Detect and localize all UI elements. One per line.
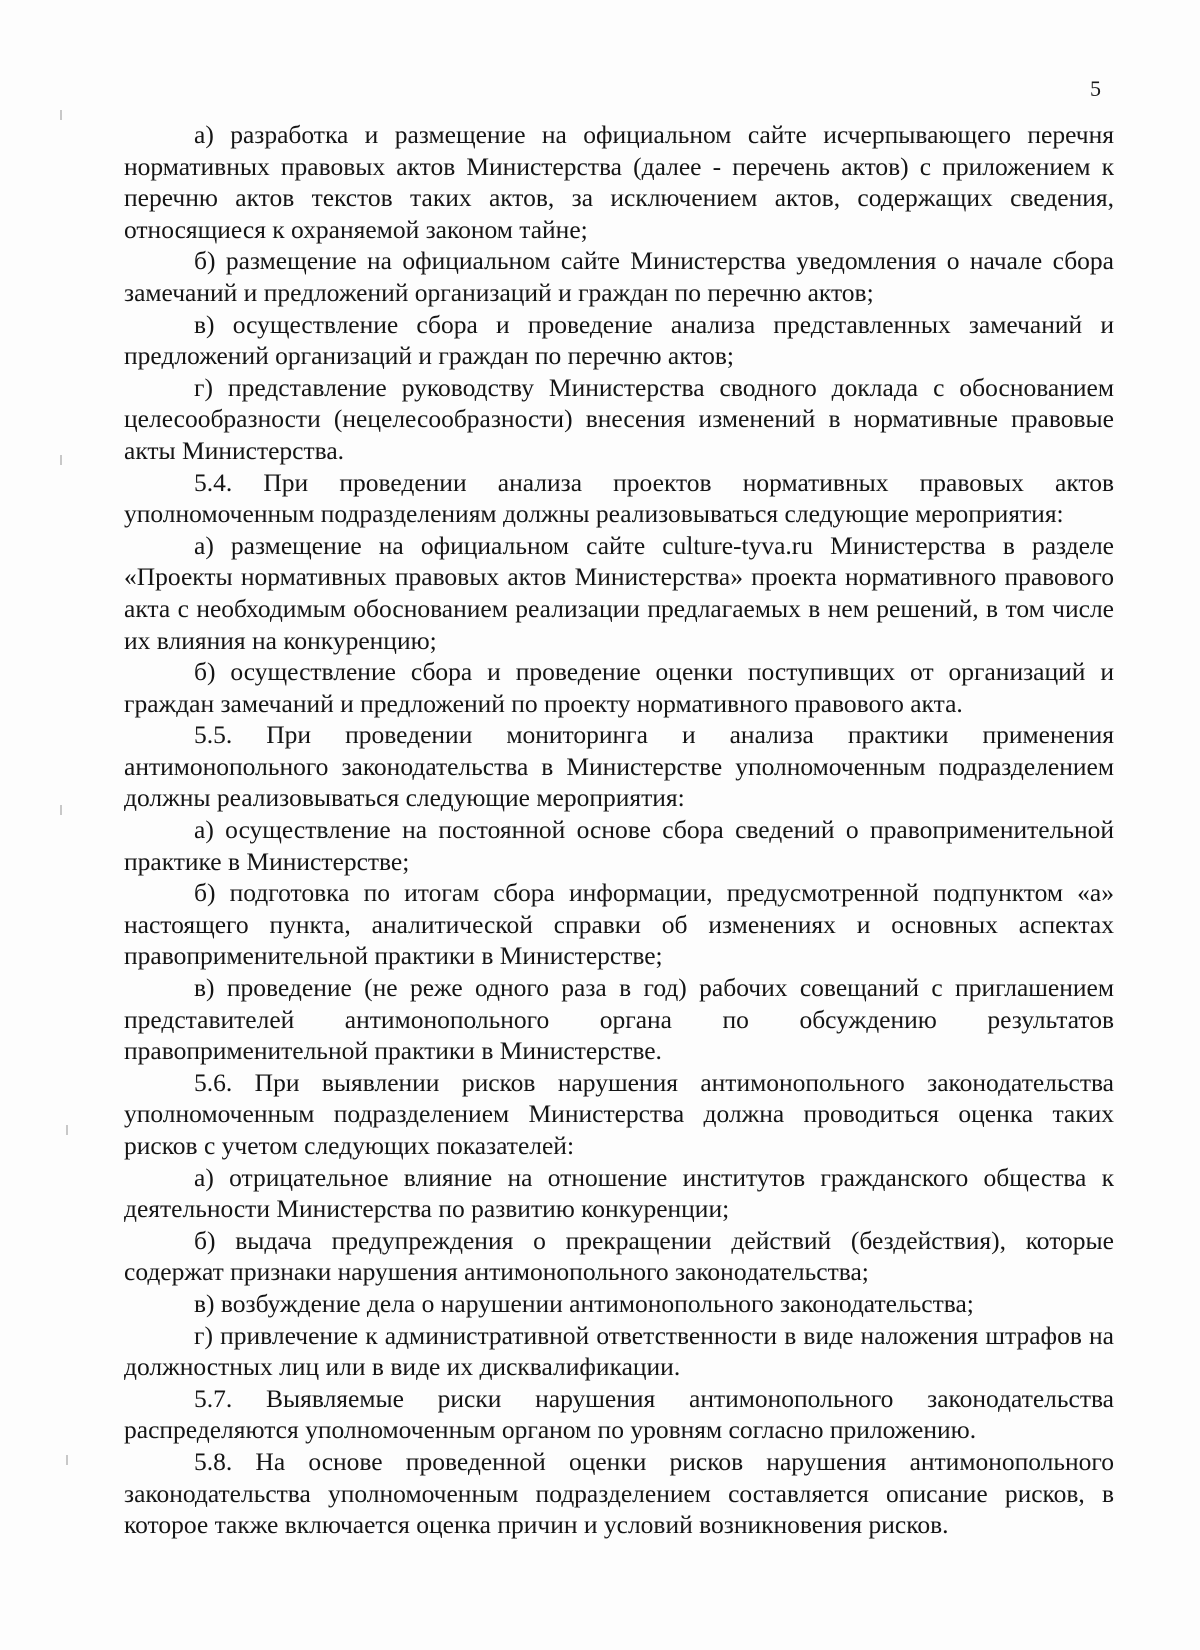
- scan-artifact-mark: [60, 805, 62, 815]
- scan-artifact-mark: [60, 455, 62, 465]
- page-number: 5: [1090, 76, 1101, 101]
- paragraph-5-7: 5.7. Выявляемые риски нарушения антимонопольного законодательства распределяются уполномоченным органом по уровням согласно приложению.: [124, 1383, 1114, 1445]
- paragraph-5-3-v: в) осуществление сбора и проведение анализа представленных замечаний и предложений организаций и граждан по перечню актов;: [124, 309, 1114, 371]
- paragraph-5-4: 5.4. При проведении анализа проектов нормативных правовых актов уполномоченным подразделениям должны реализовываться следующие мероприятия:: [124, 467, 1114, 529]
- document-body: [124, 119, 1114, 1541]
- scan-artifact-mark: [60, 110, 62, 120]
- paragraph-5-4-b: б) осуществление сбора и проведение оценки поступивщих от организаций и граждан замечаний и предложений по проекту нормативного правового акта.: [124, 657, 1114, 718]
- paragraph-5-5-v: в) проведение (не реже одного раза в год) рабочих совещаний с приглашением представителей антимонопольного органа по обсуждению результатов правоприменительной практики в Министерстве.: [124, 973, 1114, 1066]
- paragraph-5-3-g: г) представление руководству Министерства сводного доклада с обоснованием целесообразности (нецелесообразности) внесения изменений в нормативные правовые акты Министерства.: [124, 372, 1114, 465]
- paragraph-5-5-b: б) подготовка по итогам сбора информации, предусмотренной подпунктом «а» настоящего пункта, аналитической справки об изменениях и основных аспектах правоприменительной практики в Министерстве;: [124, 878, 1114, 971]
- paragraph-5-4-a: а) размещение на официальном сайте culture-tyva.ru Министерства в разделе «Проекты нормативных правовых актов Министерства» проекта нормативного правового акта с необходимым обоснованием реализации предлагаемых в нем решений, в том числе их влияния на конкуренцию;: [124, 530, 1114, 655]
- paragraph-5-6-b: б) выдача предупреждения о прекращении действий (бездействия), которые содержат признаки нарушения антимонопольного законодательства;: [124, 1225, 1114, 1287]
- scan-artifact-mark: [66, 1125, 68, 1135]
- paragraph-5-6-v: в) возбуждение дела о нарушении антимонопольного законодательства;: [194, 1288, 974, 1318]
- scan-artifact-mark: [66, 1455, 68, 1465]
- paragraph-5-3-b: б) размещение на официальном сайте Министерства уведомления о начале сбора замечаний и предложений организаций и граждан по перечню актов;: [124, 246, 1114, 307]
- paragraph-5-6-g: г) привлечение к административной ответственности в виде наложения штрафов на должностных лиц или в виде их дисквалификации.: [124, 1320, 1114, 1382]
- paragraph-5-6: 5.6. При выявлении рисков нарушения антимонопольного законодательства уполномоченным подразделением Министерства должна проводиться оценка таких рисков с учетом следующих показателей:: [124, 1067, 1114, 1160]
- paragraph-5-5: 5.5. При проведении мониторинга и анализа практики применения антимонопольного законодательства в Министерстве уполномоченным подразделением должны реализовываться следующие мероприятия:: [124, 720, 1114, 813]
- paragraph-5-3-a: а) разработка и размещение на официальном сайте исчерпывающего перечня нормативных правовых актов Министерства (далее - перечень актов) с приложением к перечню актов текстов таких актов, за исключением актов, содержащих сведения, относящиеся к охраняемой законом тайне;: [124, 120, 1114, 244]
- paragraph-5-5-a: а) осуществление на постоянной основе сбора сведений о правоприменительной практике в Министерстве;: [124, 815, 1114, 876]
- paragraph-5-6-a: а) отрицательное влияние на отношение институтов гражданского общества к деятельности Министерства по развитию конкуренции;: [124, 1162, 1114, 1224]
- paragraph-5-8: 5.8. На основе проведенной оценки рисков нарушения антимонопольного законодательства уполномоченным подразделением составляется описание рисков, в которое также включается оценка причин и условий возникновения рисков.: [124, 1446, 1114, 1540]
